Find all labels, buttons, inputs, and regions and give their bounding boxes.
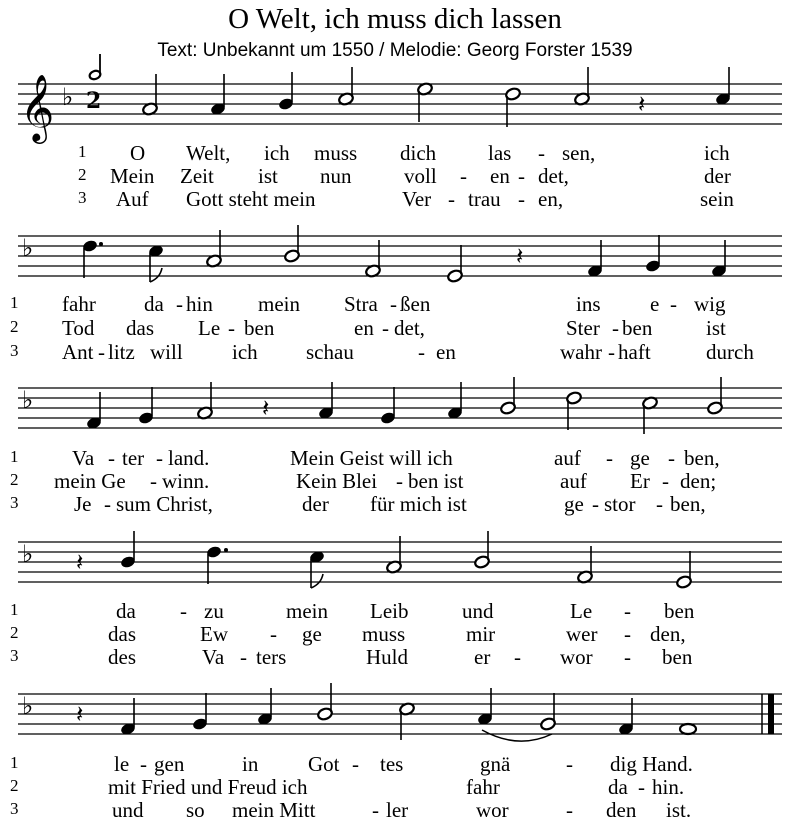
lyric-line-1-3: 3 Auf Gott steht mein Ver - trau - en, sein [78,187,734,211]
staff-5 [0,688,790,748]
svg-text:𝄽: 𝄽 [76,548,84,576]
notes [142,67,732,127]
lyric-line-2-2: 2 Tod das Le - ben en - det, Ster - ben ist [10,316,726,340]
slur [482,730,552,741]
final-barline [768,694,774,734]
staff-1 [0,72,790,142]
notes [86,377,724,434]
lyric-line-3-2: 2 mein Ge - winn. Kein Blei - ben ist auf Er - den; [10,469,717,493]
notes [76,683,774,741]
flat-icon: ♭ [62,83,74,111]
flat-icon: ♭ [22,540,34,568]
lyric-line-3-3: 3 Je - sum Christ, der für mich ist ge - stor - ben, [10,492,706,516]
lyric-line-1-2: 2 Mein Zeit ist nun voll - en - det, der [78,164,731,188]
lyric-line-5-3: 3 und so mein Mitt - ler wor - den ist. [10,798,692,822]
lyric-line-1-1: 1 O Welt, ich muss dich las - sen, ich [78,141,730,165]
flat-icon: ♭ [22,692,34,720]
svg-text:𝄽: 𝄽 [638,90,646,118]
svg-text:𝄽: 𝄽 [76,700,84,728]
staff-4 [0,536,790,596]
lyric-line-5-2: 2 mit Fried und Freud ich fahr da - hin. [10,775,685,799]
staff-3 [0,382,790,442]
flat-icon: ♭ [22,386,34,414]
flat-icon: ♭ [22,234,34,262]
lyric-line-3-1: 1 Va - ter - land. Mein Geist will ich auf - ge - ben, [10,446,720,470]
lyric-line-4-2: 2 das Ew - ge muss mir wer - den, [10,622,686,646]
staff-2 [0,230,790,290]
lyric-line-2-3: 3 Ant - litz will ich schau - en wahr - haft durch [10,340,754,364]
svg-text:𝄽: 𝄽 [262,394,270,422]
notes [82,225,728,283]
song-credits: Text: Unbekannt um 1550 / Melodie: Georg Forster 1539 [157,40,633,61]
svg-text:𝄽: 𝄽 [516,242,524,270]
song-title: O Welt, ich muss dich lassen [228,3,562,35]
time-signature: 2 [86,88,102,114]
treble-clef-icon: 𝄞 [20,73,55,141]
lyric-line-4-1: 1 da - zu mein Leib und Le - ben [10,599,695,623]
lyric-line-5-1: 1 le - gen in Got - tes gnä - dig Hand. [10,752,693,776]
lyric-line-2-1: 1 fahr da - hin mein Stra - ßen ins e - wig [10,292,726,316]
lyric-line-4-3: 3 des Va - ters Huld er - wor - ben [10,645,693,669]
notes [76,531,692,589]
